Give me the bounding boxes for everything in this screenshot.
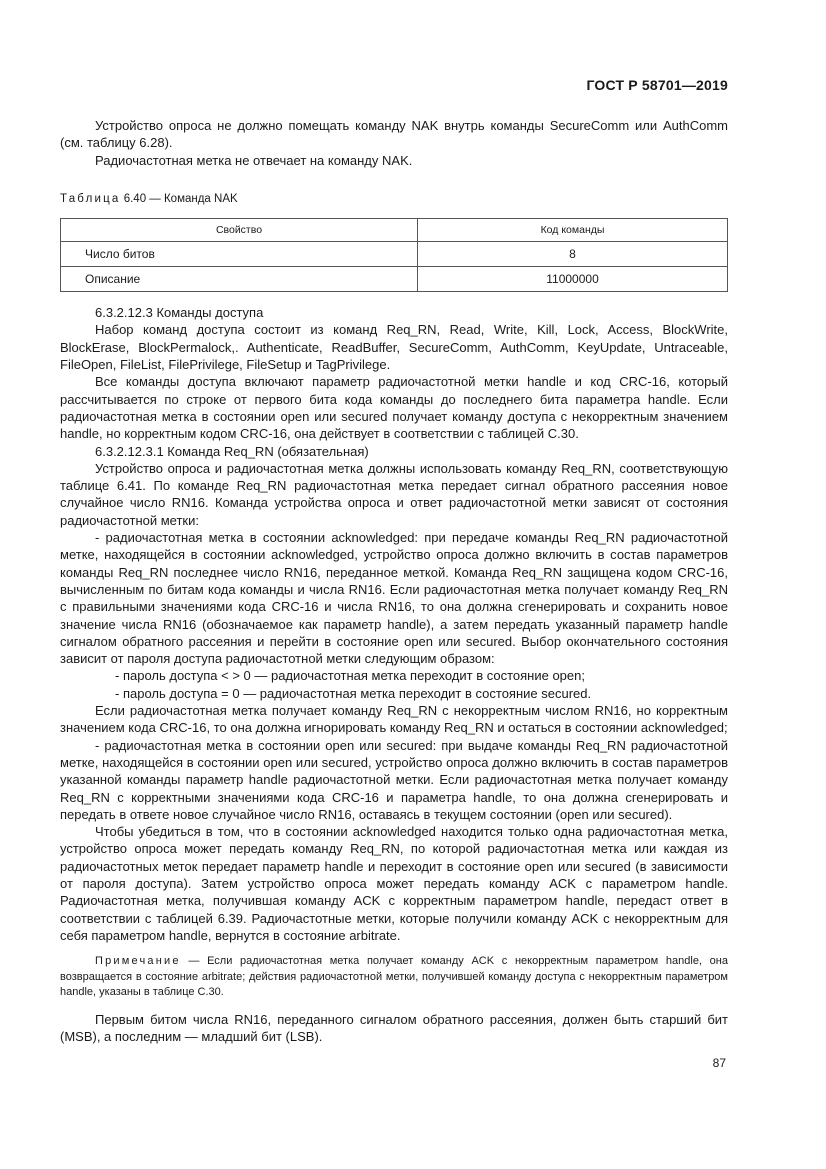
page-number: 87 (712, 1056, 726, 1070)
body-paragraph: - радиочастотная метка в состоянии open или secured: при выдаче команды Req_RN радиочастотной метке, находящейся в состоянии open или secured, устройство опроса должно включить в состав параметров указанной команды параметр handle радиочастотной метки. Если радиочастотная метка получает команду Req_RN с корректными значениями кода CRC-16 и параметра handle, то она должна сгенерировать и передать в ответе новое случайное число RN16, оставаясь в текущем состоянии (open или secured). (60, 737, 728, 822)
body-paragraph: - радиочастотная метка в состоянии acknowledged: при передаче команды Req_RN радиочастотной метке, находящейся в состоянии acknowledged, устройство опроса должно включить в состав параметров команды Req_RN последнее число RN16, переданное меткой. Команда Req_RN защищена кодом CRC-16, вычисленным по битам кода команды и числа RN16. Если радиочастотная метка получает команду Req_RN с правильными значениями кода CRC-16 и числа RN16, то она должна сгенерировать и сохранить новое значение числа RN16 (обозначаемое как параметр handle), а затем передать указанный параметр handle сигналом обратного рассеяния и перейти в состояние open или secured. Выбор окончательного состояния зависит от пароля доступа радиочастотной метки следующим образом: (60, 530, 728, 667)
list-item: - пароль доступа < > 0 — радиочастотная метка переходит в состояние open; (115, 668, 585, 684)
table-cell-property: Число битов (61, 242, 418, 267)
document-id: ГОСТ Р 58701—2019 (586, 77, 728, 93)
table-caption (60, 191, 728, 208)
intro-paragraph-2: Радиочастотная метка не отвечает на команду NAK. (95, 152, 413, 168)
table-cell-value: 11000000 (418, 267, 728, 292)
note-block (60, 954, 728, 1001)
body-paragraph: Все команды доступа включают параметр радиочастотной метки handle и код CRC-16, который рассчитывается по строке от первого бита кода команды до последнего бита параметра handle. Если радиочастотная метка в состоянии open или secured получает команду доступа с некорректным значением handle, но корректным кодом CRC-16, она действует в соответствии с таблицей С.30. (60, 374, 728, 442)
list-item: - пароль доступа = 0 — радиочастотная метка переходит в состояние secured. (115, 685, 592, 701)
table-row (61, 267, 728, 292)
document-body (60, 117, 728, 1045)
note-text: — Если радиочастотная метка получает команду ACK с некорректным параметром handle, она возвращается в состояние arbitrate; действия радиочастотной метки, получившей команду доступа с некорректным параметром handle, указаны в таблице С.30. (60, 955, 728, 999)
body-paragraph: Чтобы убедиться в том, что в состоянии acknowledged находится только одна радиочастотная метка, устройство опроса может передать команду Req_RN, по которой радиочастотная метка или каждая из радиочастотных меток передает параметр handle и переходит в состояние open или secured (в зависимости от пароля доступа). Затем устройство опроса может передать команду ACK с параметром handle. Радиочастотная метка, получившая команду ACK с корректным параметром handle, передаст ответ в соответствии с таблицей 6.39. Радиочастотные метки, которые получили команду ACK с некорректным для себя параметром handle, вернутся в состояние arbitrate. (60, 824, 728, 943)
command-table (60, 218, 728, 292)
body-paragraph: Набор команд доступа состоит из команд Req_RN, Read, Write, Kill, Lock, Access, BlockWrite, BlockErase, BlockPermalock,. Authenticate, ReadBuffer, SecureComm, AuthComm, KeyUpdate, Untraceable, FileOpen, FileList, FilePrivilege, FileSetup и TagPrivilege. (60, 322, 728, 373)
table-cell-property: Описание (61, 267, 418, 292)
body-paragraph: Устройство опроса и радиочастотная метка должны использовать команду Req_RN, соответствующую таблице 6.41. По команде Req_RN радиочастотная метка передает сигнал обратного рассеяния новое случайное число RN16. Команда устройства опроса и ответ радиочастотной метки зависят от состояния радиочастотной метки: (60, 460, 728, 528)
table-caption-title: 6.40 — Команда NAK (123, 192, 238, 205)
table-row (61, 242, 728, 267)
note-label: Примечание (95, 955, 181, 968)
intro-paragraph-1: Устройство опроса не должно помещать команду NAK внутрь команды SecureComm или AuthComm (см. таблицу 6.28). (60, 118, 728, 151)
table-caption-label: Таблица (60, 192, 121, 205)
table-cell-value: 8 (418, 242, 728, 267)
table-header-property: Свойство (61, 219, 418, 242)
section-heading-req-rn: 6.3.2.12.3.1 Команда Req_RN (обязательная) (95, 443, 369, 459)
body-paragraph: Если радиочастотная метка получает команду Req_RN с некорректным числом RN16, но корректным значением кода CRC-16, то она должна игнорировать команду Req_RN и остаться в состоянии acknowledged; (60, 703, 728, 736)
body-paragraph: Первым битом числа RN16, переданного сигналом обратного рассеяния, должен быть старший бит (MSB), а последним — младший бит (LSB). (60, 1011, 728, 1044)
section-heading-access-commands: 6.3.2.12.3 Команды доступа (95, 305, 264, 321)
table-header-code: Код команды (418, 219, 728, 242)
table-header-row (61, 219, 728, 242)
